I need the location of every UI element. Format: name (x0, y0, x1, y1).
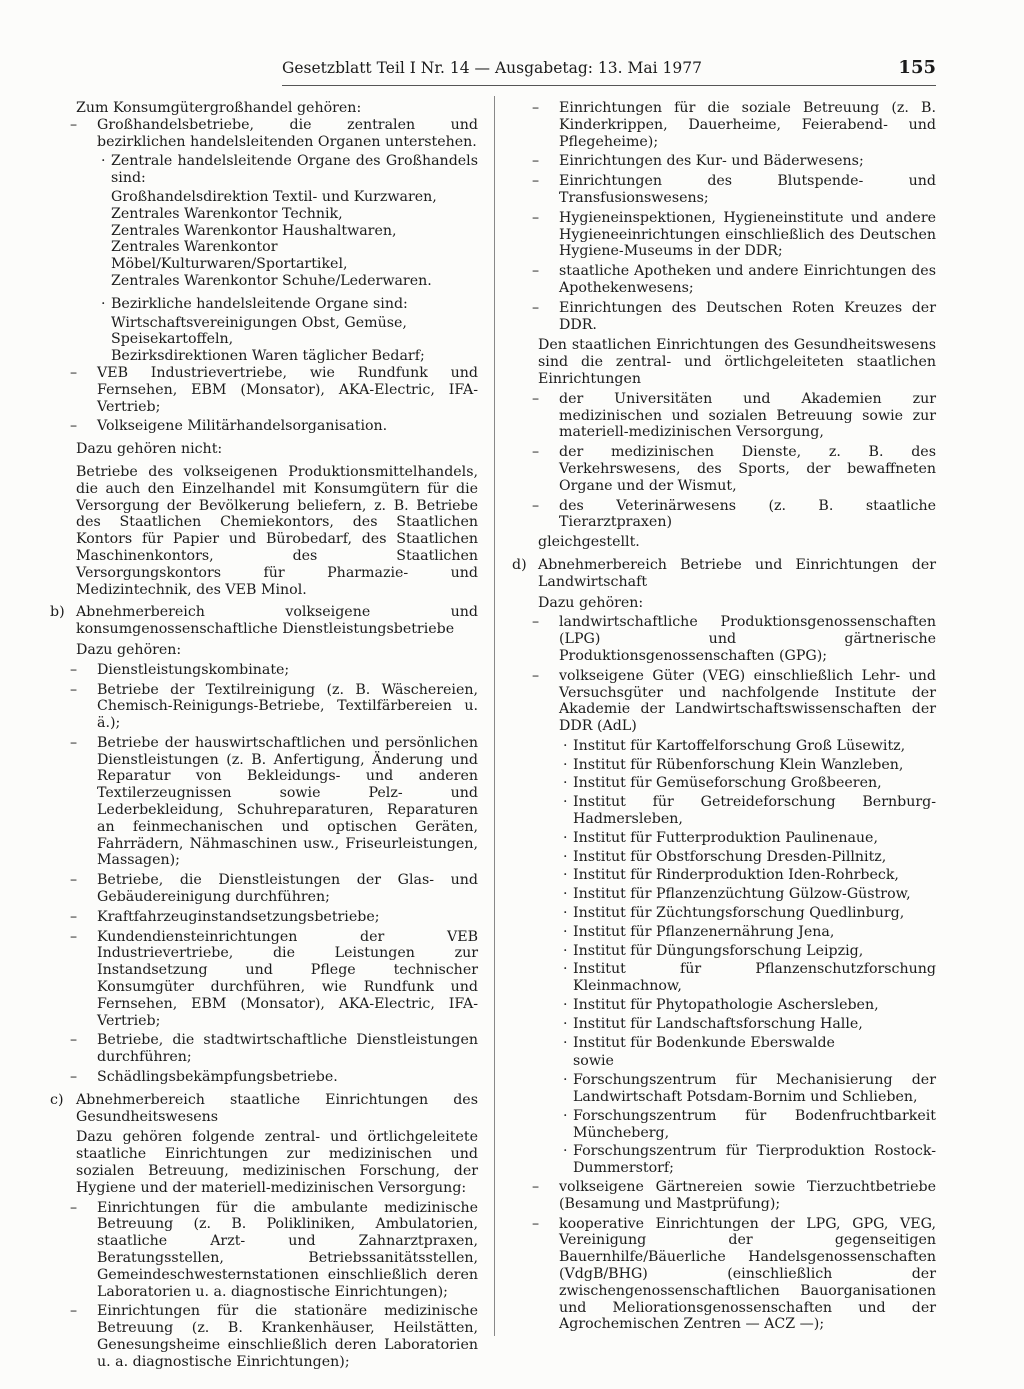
list-item: Zentrales Warenkontor Schuhe/Lederwaren. (111, 272, 432, 289)
left-column (50, 100, 478, 1374)
section-label: d) (512, 556, 527, 573)
list-item: – Einrichtungen des Kur- und Bäderwesens; (512, 153, 936, 170)
list-item: – Volkseigene Militärhandelsorganisation. (50, 418, 478, 435)
institute-item: · Institut für Rinderproduktion Iden-Rohrbeck, (512, 867, 936, 884)
section-b (50, 604, 478, 638)
institute-item: · Institut für Pflanzenernährung Jena, (512, 924, 936, 941)
list-item: – staatliche Apotheken und andere Einrichtungen des Apothekenwesens; (512, 263, 936, 297)
list-item: Großhandelsdirektion Textil- und Kurzwaren, (111, 188, 437, 205)
institute-item: · Institut für Getreideforschung Bernburg-Hadmersleben, (512, 794, 936, 828)
list-item: – Dienstleistungskombinate; (50, 662, 478, 679)
list-item: – Kraftfahrzeuginstandsetzungsbetriebe; (50, 909, 478, 926)
institute-item: · Institut für Düngungsforschung Leipzig, (512, 943, 936, 960)
research-center-item: · Forschungszentrum für Mechanisierung der Landwirtschaft Potsdam-Bornim und Schlieben, (512, 1072, 936, 1106)
bullet-item: · Bezirkliche handelsleitende Organe sind: (50, 296, 478, 313)
research-center-item: · Forschungszentrum für Bodenfruchtbarkeit Müncheberg, (512, 1108, 936, 1142)
paragraph: Zum Konsumgütergroßhandel gehören: (76, 100, 362, 116)
institute-item: · Institut für Landschaftsforschung Halle, (512, 1016, 936, 1033)
list-item: – Betriebe der Textilreinigung (z. B. Wäschereien, Chemisch-Reinigungs-Betriebe, Textilfärbereien u. ä.); (50, 682, 478, 732)
page-header (282, 55, 936, 86)
column-divider (494, 96, 495, 1336)
list-item: – Betriebe, die stadtwirtschaftliche Dienstleistungen durchführen; (50, 1032, 478, 1066)
institute-item: · Institut für Phytopathologie Aschersleben, (512, 997, 936, 1014)
list-item: – des Veterinärwesens (z. B. staatliche Tierarztpraxen) (512, 498, 936, 532)
list-item: Wirtschaftsvereinigungen Obst, Gemüse, Speisekartoffeln, (111, 314, 407, 348)
institute-item: · Institut für Pflanzenschutzforschung Kleinmachnow, (512, 961, 936, 995)
list-item: – Einrichtungen für die ambulante medizinische Betreuung (z. B. Polikliniken, Ambulatorien, staatliche Arzt- und Zahnarztpraxen, Beratungsstellen, Betriebssanitätsstellen, Gemeindeschwesternstationen einschließlich deren Laboratorien u. a. diagnostische Einrichtungen); (50, 1200, 478, 1301)
paragraph: Dazu gehören: (538, 594, 644, 611)
list-item: – Einrichtungen des Blutspende- und Transfusionswesens; (512, 173, 936, 207)
sowie-text: sowie (573, 1053, 614, 1070)
research-center-item: · Forschungszentrum für Tierproduktion Rostock-Dummerstorf; (512, 1143, 936, 1177)
list-item: – volkseigene Gärtnereien sowie Tierzuchtbetriebe (Besamung und Mastprüfung); (512, 1179, 936, 1213)
institute-item: · Institut für Bodenkunde Eberswalde (512, 1035, 936, 1052)
section-c (50, 1092, 478, 1126)
section-label: c) (50, 1091, 64, 1108)
paragraph: gleichgestellt. (538, 534, 640, 551)
list-item: Zentrales Warenkontor Technik, (111, 205, 343, 222)
right-column (512, 100, 936, 1336)
list-item: – kooperative Einrichtungen der LPG, GPG, VEG, Vereinigung der gegenseitigen Bauernhilfe/Bäuerliche Handelsgenossenschaften (VdgB/BHG) (einschließlich der zwischengenossenschaftlichen Bauorganisationen und Meliorationsgenossenschaften und der Agrochemischen Zentren — ACZ —); (512, 1216, 936, 1334)
institute-item: · Institut für Züchtungsforschung Quedlinburg, (512, 905, 936, 922)
paragraph: Den staatlichen Einrichtungen des Gesundheitswesens sind die zentral- und örtlichgeleiteten staatlichen Einrichtungen (538, 337, 936, 387)
header-title: Gesetzblatt Teil I Nr. 14 — Ausgabetag: 13. Mai 1977 (282, 59, 702, 77)
list-item: – Kundendiensteinrichtungen der VEB Industrievertriebe, die Leistungen zur Instandsetzung und Pflege technischer Konsumgüter durchführen, wie Rundfunk und Fernsehen, EBM (Monsator), AKA-Electric, IFA-Vertrieb; (50, 929, 478, 1030)
paragraph: Dazu gehören folgende zentral- und örtlichgeleitete staatliche Einrichtungen zur medizinischen und sozialen Betreuung, medizinischen Forschung, der Hygiene und der materiell-medizinischen Versorgung: (76, 1129, 478, 1196)
list-item: Zentrales Warenkontor Möbel/Kulturwaren/Sportartikel, (111, 239, 348, 273)
list-item: – landwirtschaftliche Produktionsgenossenschaften (LPG) und gärtnerische Produktionsgenossenschaften (GPG); (512, 614, 936, 664)
institute-item: · Institut für Rübenforschung Klein Wanzleben, (512, 757, 936, 774)
list-item: – der medizinischen Dienste, z. B. des Verkehrswesens, des Sports, der bewaffneten Organe und der Wismut, (512, 444, 936, 494)
list-item: – Betriebe, die Dienstleistungen der Glas- und Gebäudereinigung durchführen; (50, 872, 478, 906)
list-item: – Einrichtungen des Deutschen Roten Kreuzes der DDR. (512, 300, 936, 334)
paragraph: Dazu gehören nicht: (76, 441, 223, 458)
page-number: 155 (898, 57, 936, 78)
list-item: – der Universitäten und Akademien zur medizinischen und sozialen Betreuung sowie zur materiell-medizinischen Versorgung, (512, 391, 936, 441)
section-title: Abnehmerbereich staatliche Einrichtungen des Gesundheitswesens (76, 1091, 478, 1125)
institute-item: · Institut für Pflanzenzüchtung Gülzow-Güstrow, (512, 886, 936, 903)
paragraph: Betriebe des volkseigenen Produktionsmittelhandels, die auch den Einzelhandel mit Konsumgütern für die Versorgung der Bevölkerung beliefern, z. B. Betriebe des Staatlichen Chemiekontors, des Staatlichen Kontors für Papier und Bürobedarf, des Staatlichen Maschinenkontors, des Staatlichen Versorgungskontors für Pharmazie- und Medizintechnik, des VEB Minol. (76, 463, 478, 598)
list-item: – volkseigene Güter (VEG) einschließlich Lehr- und Versuchsgüter und nachfolgende Institute der Akademie der Landwirtschaftswissenschaften der DDR (AdL) (512, 668, 936, 735)
paragraph: Dazu gehören: (76, 641, 182, 658)
list-item: – Schädlingsbekämpfungsbetriebe. (50, 1069, 478, 1086)
section-label: b) (50, 604, 65, 621)
list-item: – Hygieneinspektionen, Hygieneinstitute und andere Hygieneeinrichtungen einschließlich des Deutschen Hygiene-Museums in der DDR; (512, 210, 936, 260)
list-item: – Einrichtungen für die stationäre medizinische Betreuung (z. B. Krankenhäuser, Heilstätten, Genesungsheime einschließlich deren Laboratorien u. a. diagnostische Einrichtungen); (50, 1303, 478, 1370)
list-item: – Großhandelsbetriebe, die zentralen und bezirklichen handelsleitenden Organen unterstehen. (50, 117, 478, 151)
institute-item: · Institut für Futterproduktion Paulinenaue, (512, 830, 936, 847)
list-item: – VEB Industrievertriebe, wie Rundfunk und Fernsehen, EBM (Monsator), AKA-Electric, IFA-Vertrieb; (50, 365, 478, 415)
section-d (512, 557, 936, 591)
institute-item: · Institut für Gemüseforschung Großbeeren, (512, 775, 936, 792)
section-title: Abnehmerbereich volkseigene und konsumgenossenschaftliche Dienstleistungsbetriebe (76, 604, 478, 638)
list-item: – Einrichtungen für die soziale Betreuung (z. B. Kinderkrippen, Dauerheime, Feierabend- und Pflegeheime); (512, 100, 936, 150)
list-item: Bezirksdirektionen Waren täglicher Bedarf; (111, 348, 425, 365)
institute-item: · Institut für Obstforschung Dresden-Pillnitz, (512, 849, 936, 866)
list-item: Zentrales Warenkontor Haushaltwaren, (111, 222, 397, 239)
institute-item: · Institut für Kartoffelforschung Groß Lüsewitz, (512, 738, 936, 755)
list-item: – Betriebe der hauswirtschaftlichen und persönlichen Dienstleistungen (z. B. Anfertigung, Änderung und Reparatur von Bekleidungs- und anderen Textilerzeugnissen sowie Pelz- und Lederbekleidung, Schuhreparaturen, Reparaturen an feinmechanischen und optischen Geräten, Fahrrädern, Nähmaschinen usw., Friseurleistungen, Massagen); (50, 735, 478, 869)
bullet-item: · Zentrale handelsleitende Organe des Großhandels sind: (50, 153, 478, 187)
section-title: Abnehmerbereich Betriebe und Einrichtungen der Landwirtschaft (538, 556, 936, 590)
